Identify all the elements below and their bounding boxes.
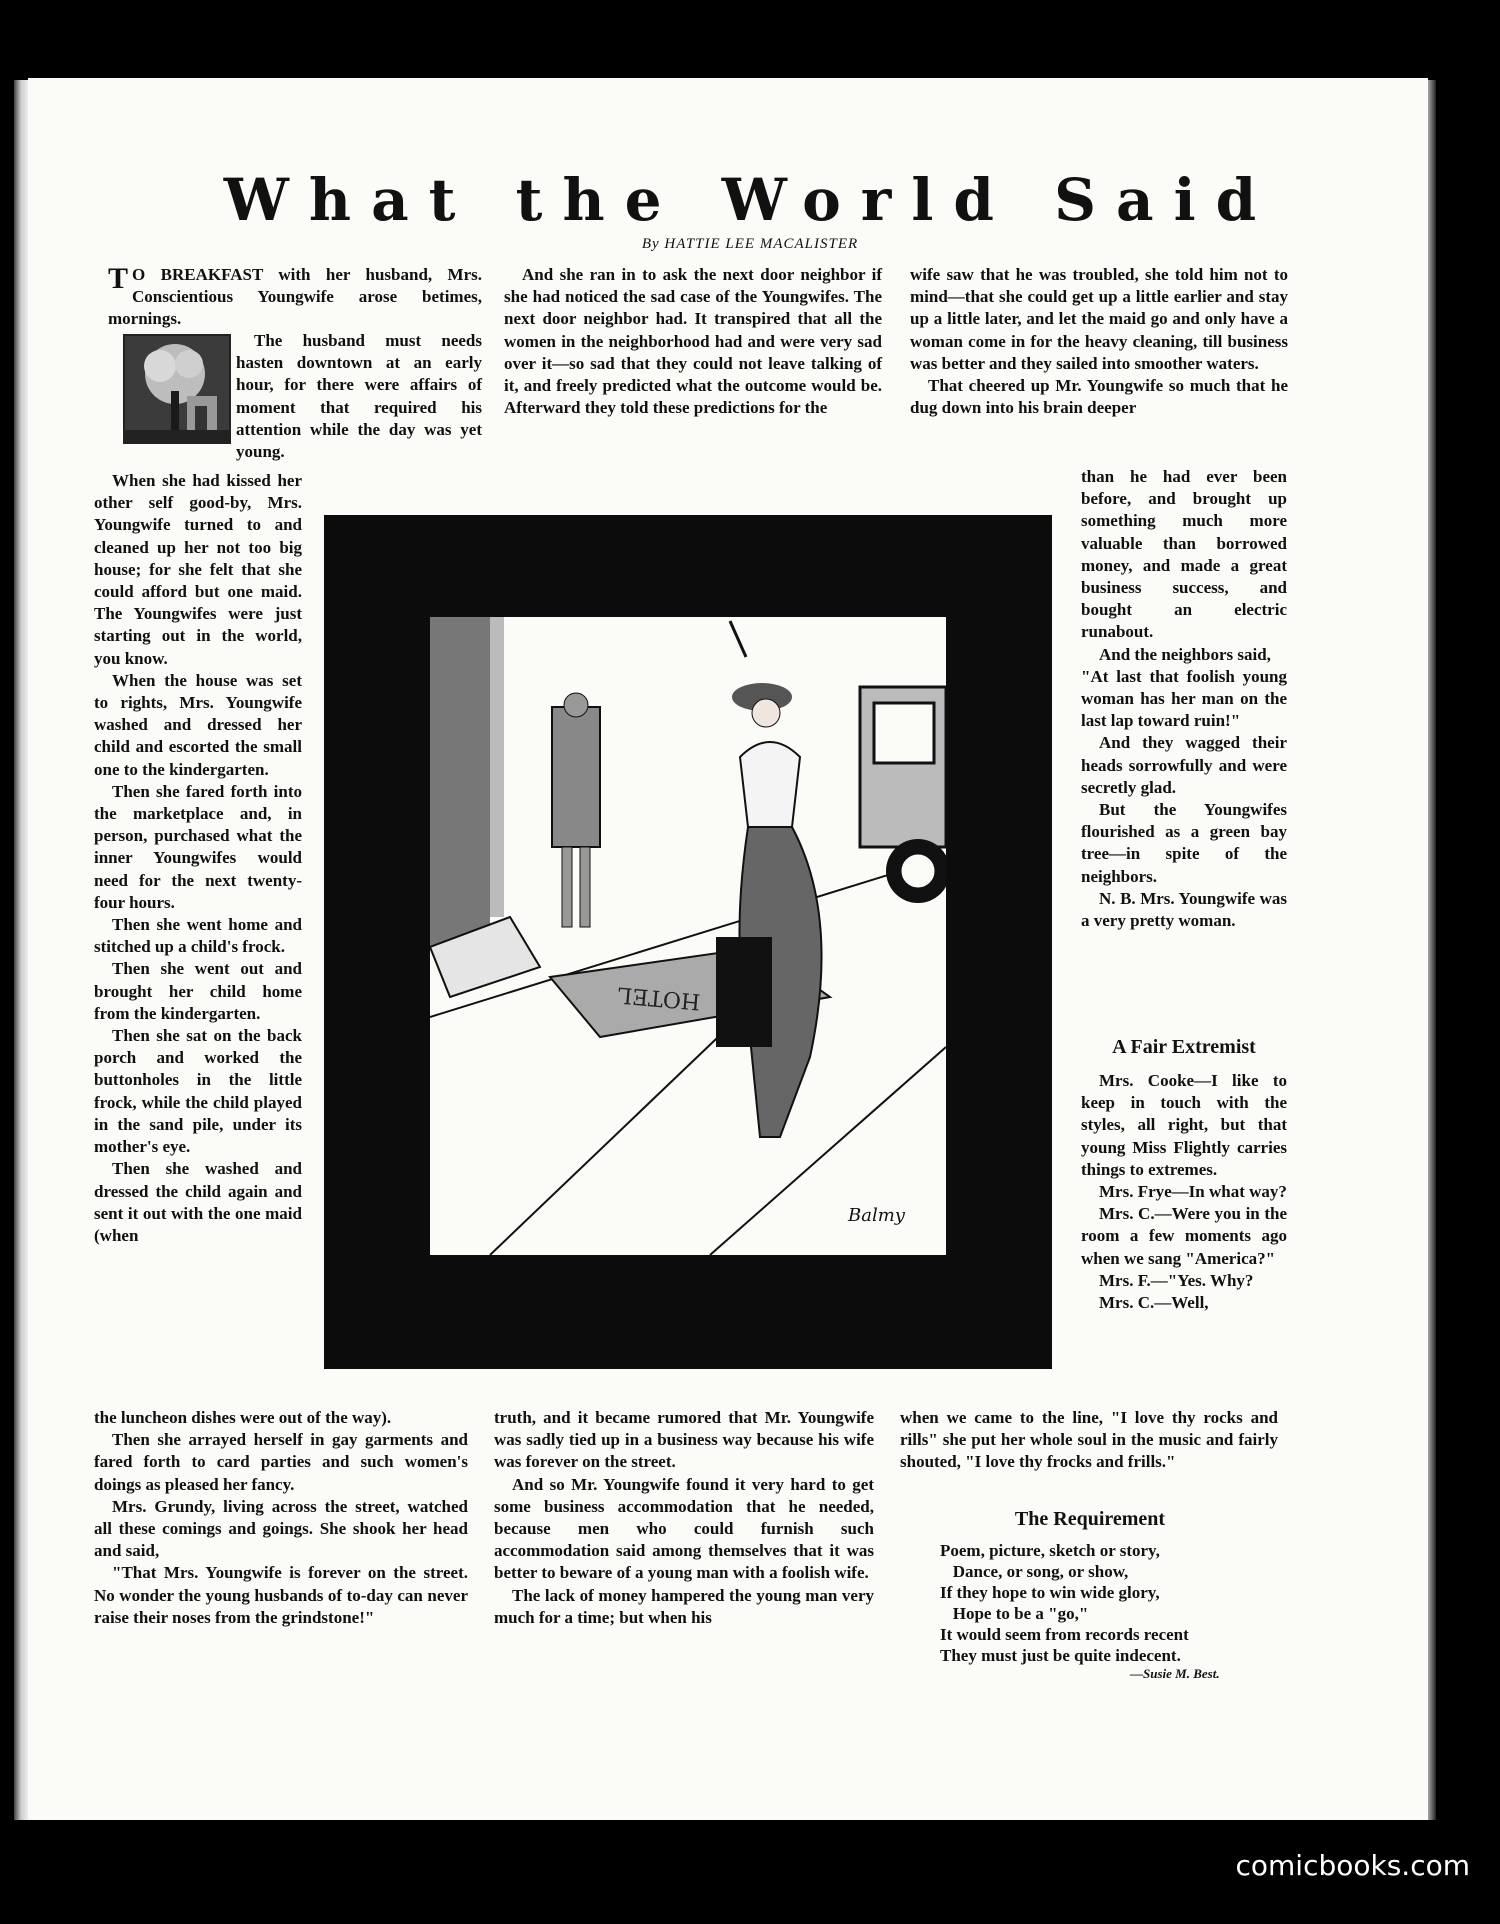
paragraph: truth, and it became rumored that Mr. Youngwife was sadly tied up in a business way because his wife was forever on the street. <box>494 1408 874 1472</box>
illustration <box>430 617 946 1255</box>
poem-line: Poem, picture, sketch or story, <box>940 1541 1160 1560</box>
dialogue-line: Mrs. Cooke—I like to keep in touch with the styles, all right, but that young Miss Flightly carries things to extremes. <box>1081 1071 1287 1179</box>
poem-line: If they hope to win wide glory, <box>940 1583 1160 1602</box>
col1-narrow <box>94 470 302 1247</box>
paragraph: And so Mr. Youngwife found it very hard to get some business accommodation that he needed, because men who could furnish such accommodation said among themselves that it was better to beware of a young man with a foolish wife. <box>494 1474 874 1583</box>
paragraph: But the Youngwifes flourished as a green bay tree—in spite of the neighbors. <box>1081 800 1287 886</box>
paragraph: Mrs. Grundy, living across the street, watched all these comings and goings. She shook her head and said, <box>94 1496 468 1561</box>
article-byline: By HATTIE LEE MACALISTER <box>641 236 859 252</box>
paragraph: the luncheon dishes were out of the way). <box>94 1408 392 1427</box>
paragraph: Then she went out and brought her child home from the kindergarten. <box>94 959 302 1023</box>
paragraph: "That Mrs. Youngwife is forever on the street. No wonder the young husbands of to-day can never raise their noses from the grindstone!" <box>94 1563 468 1627</box>
poem-line: Dance, or song, or show, <box>940 1562 1129 1581</box>
dialogue-line: Mrs. C.—Well, <box>1099 1293 1209 1313</box>
paragraph: Then she went home and stitched up a child's frock. <box>94 915 302 957</box>
paragraph: Then she arrayed herself in gay garments and fared forth to card parties and such women's doings as pleased her fancy. <box>94 1430 468 1494</box>
paragraph: And she ran in to ask the next door neighbor if she had noticed the sad case of the Youngwifes. The next door neighbor had. It transpired that all the women in the neighborhood had and were very sad over it—so sad that they could not leave talking of it, and freely predicted what the outcome would be. Afterward they told these predictions for the <box>504 265 882 418</box>
illustration-frame <box>324 515 1052 1369</box>
requirement-poem <box>940 1540 1189 1666</box>
paragraph: Then she washed and dressed the child again and sent it out with the one maid (when <box>94 1159 302 1245</box>
fair-extremist-dialogue <box>1081 1070 1287 1314</box>
paragraph: Then she fared forth into the marketplace and, in person, purchased what the inner Youngwifes would need for the next twenty-four hours. <box>94 781 302 912</box>
watermark: comicbooks.com <box>1235 1849 1470 1882</box>
dialogue-line: Mrs. C.—Were you in the room a few moments ago when we sang "America?" <box>1081 1204 1287 1268</box>
requirement-heading: The Requirement <box>1014 1508 1166 1530</box>
fair-extremist-heading: A Fair Extremist <box>1112 1036 1256 1058</box>
paragraph: When she had kissed her other self good-by, Mrs. Youngwife turned to and cleaned up her not too big house; for she felt that she could afford but one maid. The Youngwifes were just starting out in the world, you know. <box>94 471 302 668</box>
paragraph: N. B. Mrs. Youngwife was a very pretty woman. <box>1081 888 1287 931</box>
poem-line: Hope to be a "go," <box>940 1604 1089 1623</box>
ornament-image <box>123 334 231 444</box>
col3-top <box>910 264 1288 419</box>
paragraph: "At last that foolish young woman has her man on the last lap toward ruin!" <box>1081 666 1287 731</box>
poem-line: They must just be quite indecent. <box>940 1646 1181 1665</box>
dialogue-line: Mrs. F.—"Yes. Why? <box>1099 1270 1254 1290</box>
paragraph: Then she sat on the back porch and worked the buttonholes in the little frock, while the child played in the sand pile, under its mother's eye. <box>94 1026 302 1157</box>
col1-p2 <box>236 330 482 463</box>
paragraph: The lack of money hampered the young man very much for a time; but when his <box>494 1585 874 1627</box>
drop-cap: T <box>108 262 129 295</box>
paragraph: That cheered up Mr. Youngwife so much that he dug down into his brain deeper <box>910 376 1288 418</box>
paragraph: And the neighbors said, <box>1099 644 1271 664</box>
col1-bottom <box>94 1407 468 1629</box>
opening-text: O BREAKFAST with her husband, Mrs. Conscientious Youngwife arose betimes, mornings. <box>108 265 482 329</box>
fair-extremist-tail <box>900 1407 1278 1474</box>
mat-text: HOTEL <box>616 981 702 1014</box>
col2-top <box>504 264 882 419</box>
paragraph: wife saw that he was troubled, she told him not to mind—that she could get up a little earlier and stay up a little later, and let the maid go and only have a woman come in for the heavy cleaning, till business was better and they sailed into smoother waters. <box>910 265 1288 373</box>
col1-opening <box>108 264 482 331</box>
article-title: What the World Said <box>223 166 1277 234</box>
paragraph: than he had ever been before, and brought up something much more valuable than borrowed money, and made a great business success, and bought an electric runabout. <box>1081 467 1287 642</box>
col3-side <box>1081 466 1287 932</box>
paragraph: And they wagged their heads sorrowfully and were secretly glad. <box>1081 733 1287 797</box>
paragraph: when we came to the line, "I love thy rocks and rills" she put her whole soul in the music and fairly shouted, "I love thy frocks and frills." <box>900 1408 1278 1472</box>
paragraph: When the house was set to rights, Mrs. Youngwife washed and dressed her child and escorted the small one to the kindergarten. <box>94 670 302 779</box>
poem-line: It would seem from records recent <box>940 1625 1189 1644</box>
col2-bottom <box>494 1407 874 1629</box>
paragraph: The husband must needs hasten downtown at an early hour, for there were affairs of moment that required his attention while the day was yet young. <box>236 331 482 462</box>
artist-signature: Balmy <box>848 1205 905 1226</box>
page-left-edge <box>14 80 28 1820</box>
poem-signature: —Susie M. Best. <box>1130 1666 1220 1681</box>
dialogue-line: Mrs. Frye—In what way? <box>1099 1182 1287 1202</box>
